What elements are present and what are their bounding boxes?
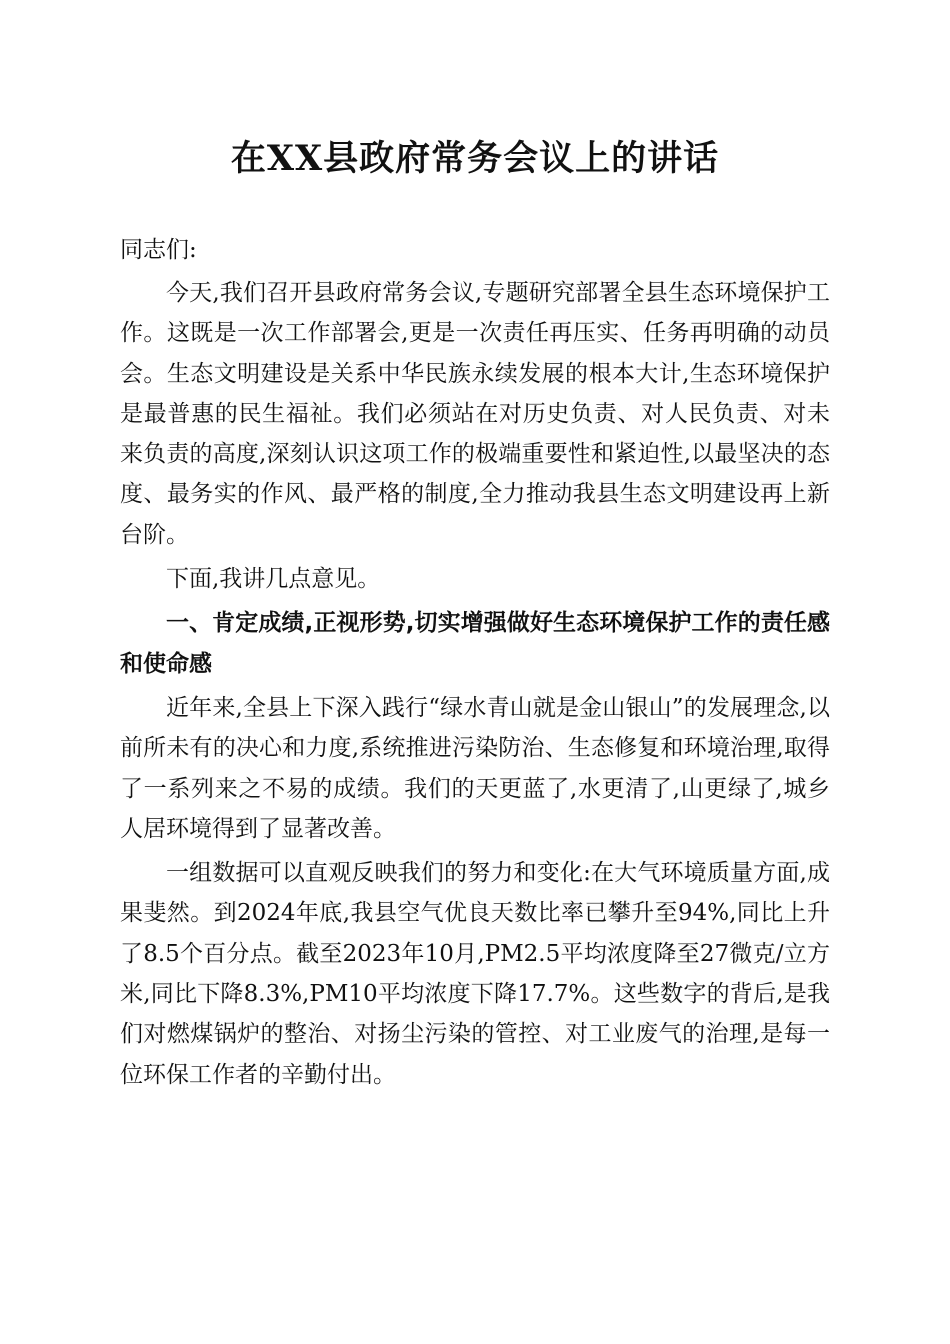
paragraph-achievements: 近年来,全县上下深入践行“绿水青山就是金山银山”的发展理念,以前所未有的决心和力度,系统推进污染防治、生态修复和环境治理,取得了一系列来之不易的成绩。我们的天更蓝了,水更清了,山更绿了,城乡人居环境得到了显著改善。 (120, 694, 830, 842)
paragraph-data: 一组数据可以直观反映我们的努力和变化:在大气环境质量方面,成果斐然。到2024年底,我县空气优良天数比率已攀升至94%,同比上升了8.5个百分点。截至2023年10月,PM2.5平均浓度降至27微克/立方米,同比下降8.3%,PM10平均浓度下降17.7%。这些数字的背后,是我们对燃煤锅炉的整治、对扬尘污染的管控、对工业废气的治理,是每一位环保工作者的辛勤付出。 (120, 860, 830, 1088)
section-heading-1: 一、肯定成绩,正视形势,切实增强做好生态环境保护工作的责任感和使命感 (120, 610, 830, 677)
document-page (120, 128, 830, 1099)
paragraph-transition: 下面,我讲几点意见。 (166, 566, 381, 593)
paragraph-intro: 今天,我们召开县政府常务会议,专题研究部署全县生态环境保护工作。这既是一次工作部署会,更是一次责任再压实、任务再明确的动员会。生态文明建设是关系中华民族永续发展的根本大计,生态环境保护是最普惠的民生福祉。我们必须站在对历史负责、对人民负责、对未来负责的高度,深刻认识这项工作的极端重要性和紧迫性,以最坚决的态度、最务实的作风、最严格的制度,全力推动我县生态文明建设再上新台阶。 (120, 280, 830, 548)
document-title: 在XX县政府常务会议上的讲话 (230, 138, 720, 179)
salutation: 同志们: (120, 237, 197, 263)
